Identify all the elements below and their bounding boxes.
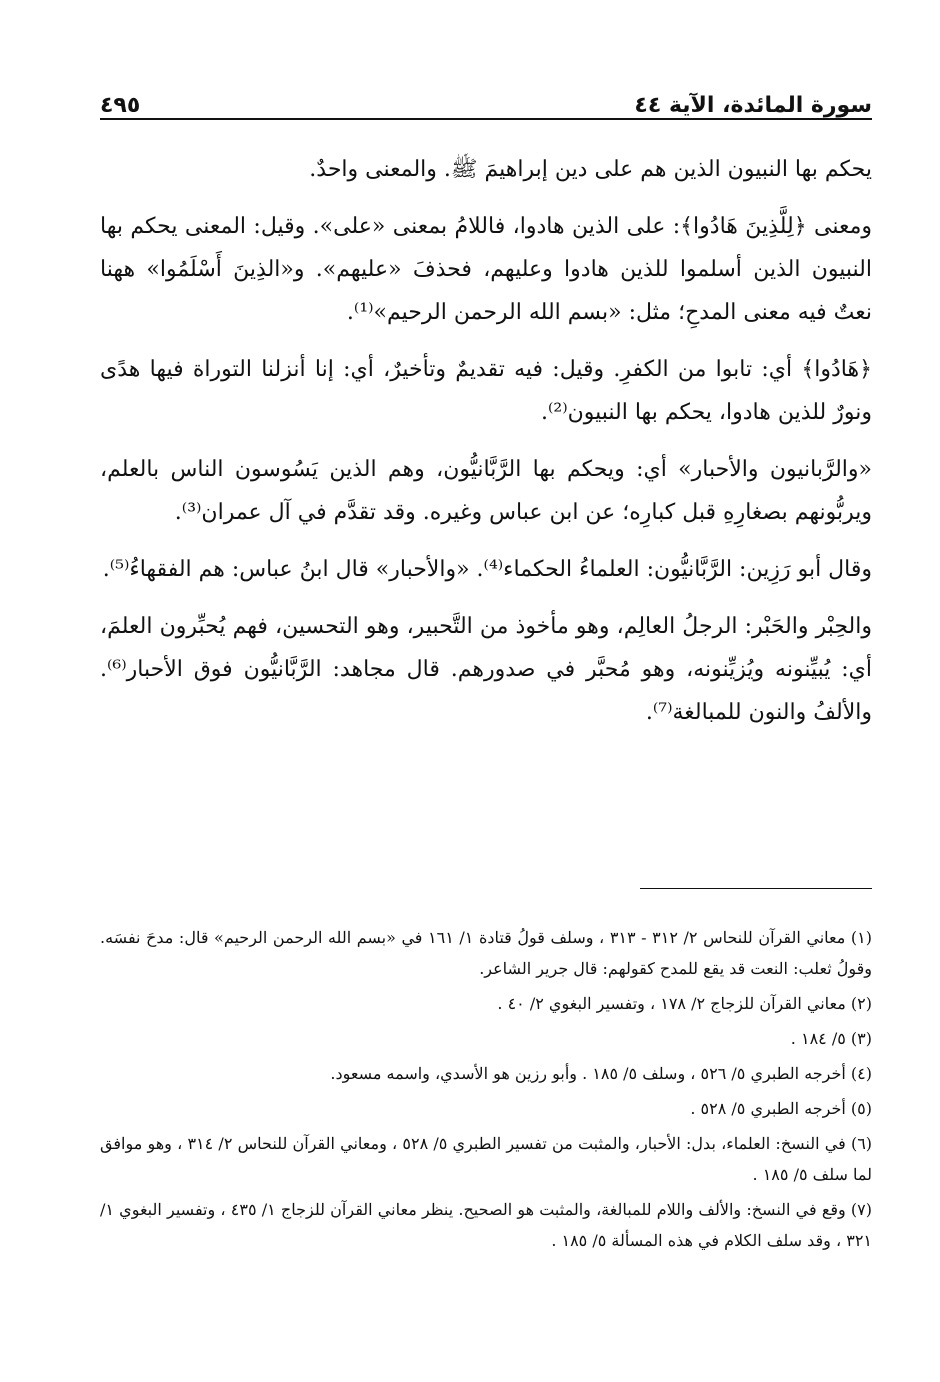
footnote: (٣) ٥/ ١٨٤ . bbox=[790, 1029, 872, 1048]
footnote: (٥) أخرجه الطبري ٥/ ٥٢٨ . bbox=[690, 1099, 872, 1118]
paragraph: يحكم بها النبيون الذين هم على دين إبراهيمَ ﷺ. والمعنى واحدٌ. bbox=[309, 157, 872, 182]
footnote: (٤) أخرجه الطبري ٥/ ٥٢٦ ، وسلف ٥/ ١٨٥ . وأبو رزين هو الأسدي، واسمه مسعود. bbox=[330, 1064, 872, 1083]
footnote: (٢) معاني القرآن للزجاج ٢/ ١٧٨ ، وتفسير البغوي ٢/ ٤٠ . bbox=[497, 994, 872, 1013]
main-text bbox=[100, 148, 872, 748]
header-rule bbox=[100, 118, 872, 120]
page-header bbox=[100, 78, 872, 118]
footnotes bbox=[100, 922, 872, 1260]
footnote: (١) معاني القرآن للنحاس ٢/ ٣١٢ - ٣١٣ ، وسلف قولُ قتادة ١/ ١٦١ في «بسم الله الرحمن الرحيم» قال: مدحَ نفسَه. وقولُ ثعلب: النعت قد يقع للمدح كقولهم: قال جرير الشاعر. bbox=[100, 928, 873, 978]
paragraph: والحِبْر والحَبْر: الرجلُ العالِم، وهو مأخوذ من التَّحبير، وهو التحسين، فهم يُحبِّرون العلمَ، أي: يُبيِّنونه ويُزيِّنونه، وهو مُحبَّر في صدورهم. قال مجاهد: الرَّبَّانيُّون فوق الأحبار⁽⁶⁾. والألفُ والنون للمبالغة⁽⁷⁾. bbox=[100, 614, 872, 725]
paragraph: «والرَّبانيون والأحبار» أي: ويحكم بها الرَّبَّانيُّون، وهم الذين يَسُوسون الناس بالعلم، ويربُّونهم بصغارِهِ قبل كبارِه؛ عن ابن عباس وغيره. وقد تقدَّم في آل عمران⁽³⁾. bbox=[100, 457, 872, 525]
page-number: ٤٩٥ bbox=[100, 93, 141, 118]
footnote: (٦) في النسخ: العلماء، بدل: الأحبار، والمثبت من تفسير الطبري ٥/ ٥٢٨ ، ومعاني القرآن للنحاس ٢/ ٣١٤ ، وهو موافق لما سلف ٥/ ١٨٥ . bbox=[100, 1134, 873, 1184]
paragraph: ﴿هَادُوا﴾ أي: تابوا من الكفرِ. وقيل: فيه تقديمٌ وتأخيرٌ، أي: إنا أنزلنا التوراة فيها هدًى ونورٌ للذين هادوا، يحكم بها النبيون⁽²⁾. bbox=[100, 357, 872, 425]
paragraph: وقال أبو رَزِين: الرَّبَّانيُّون: العلماءُ الحكماء⁽⁴⁾. «والأحبار» قال ابنُ عباس: هم الفقهاءُ⁽⁵⁾. bbox=[102, 557, 872, 582]
footnote: (٧) وقع في النسخ: والألف واللام للمبالغة، والمثبت هو الصحيح. ينظر معاني القرآن للزجاج ١/ ٤٣٥ ، وتفسير البغوي ١/ ٣٢١ ، وقد سلف الكلام في هذه المسألة ٥/ ١٨٥ . bbox=[100, 1200, 872, 1250]
running-title: سورة المائدة، الآية ٤٤ bbox=[634, 93, 872, 118]
footnote-separator bbox=[640, 888, 872, 889]
paragraph: ومعنى ﴿لِلَّذِينَ هَادُوا﴾: على الذين هادوا، فاللامُ بمعنى «على». وقيل: المعنى يحكم بها النبيون الذين أسلموا للذين هادوا وعليهم، فحذفَ «عليهم». و«الذِينَ أَسْلَمُوا» ههنا نعتٌ فيه معنى المدحِ؛ مثل: «بسم الله الرحمن الرحيم»⁽¹⁾. bbox=[100, 214, 872, 325]
